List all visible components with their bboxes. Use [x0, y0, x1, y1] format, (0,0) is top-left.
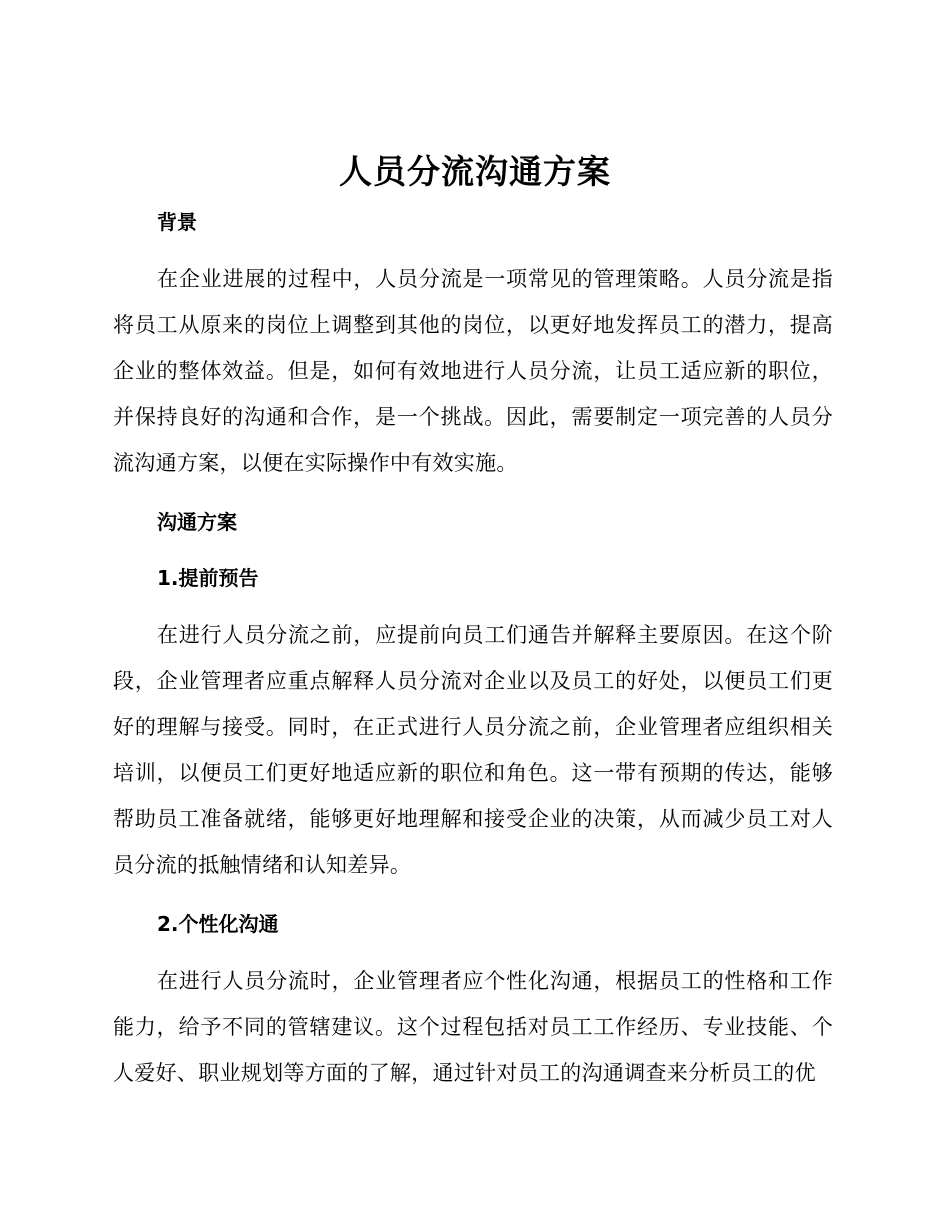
section-heading-item2: 2.个性化沟通: [157, 912, 279, 936]
section-heading-plan: 沟通方案: [157, 510, 237, 534]
document-title: 人员分流沟通方案: [339, 152, 611, 191]
paragraph-background: 在企业进展的过程中，人员分流是一项常见的管理策略。人员分流是指将员工从原来的岗位上调整到其他的岗位，以更好地发挥员工的潜力，提高企业的整体效益。但是，如何有效地进行人员分流，让员工适应新的职位，并保持良好的沟通和合作，是一个挑战。因此，需要制定一项完善的人员分流沟通方案，以便在实际操作中有效实施。: [113, 267, 833, 475]
paragraph-item1: 在进行人员分流之前，应提前向员工们通告并解释主要原因。在这个阶段，企业管理者应重点解释人员分流对企业以及员工的好处，以便员工们更好的理解与接受。同时，在正式进行人员分流之前，企业管理者应组织相关培训，以便员工们更好地适应新的职位和角色。这一带有预期的传达，能够帮助员工准备就绪，能够更好地理解和接受企业的决策，从而减少员工对人员分流的抵触情绪和认知差异。: [113, 623, 833, 877]
document-body: [113, 200, 833, 1096]
paragraph-item2: 在进行人员分流时，企业管理者应个性化沟通，根据员工的性格和工作能力，给予不同的管辖建议。这个过程包括对员工工作经历、专业技能、个人爱好、职业规划等方面的了解，通过针对员工的沟通调查来分析员工的优: [113, 969, 833, 1085]
section-heading-background: 背景: [157, 210, 197, 234]
section-heading-item1: 1.提前预告: [157, 566, 259, 590]
